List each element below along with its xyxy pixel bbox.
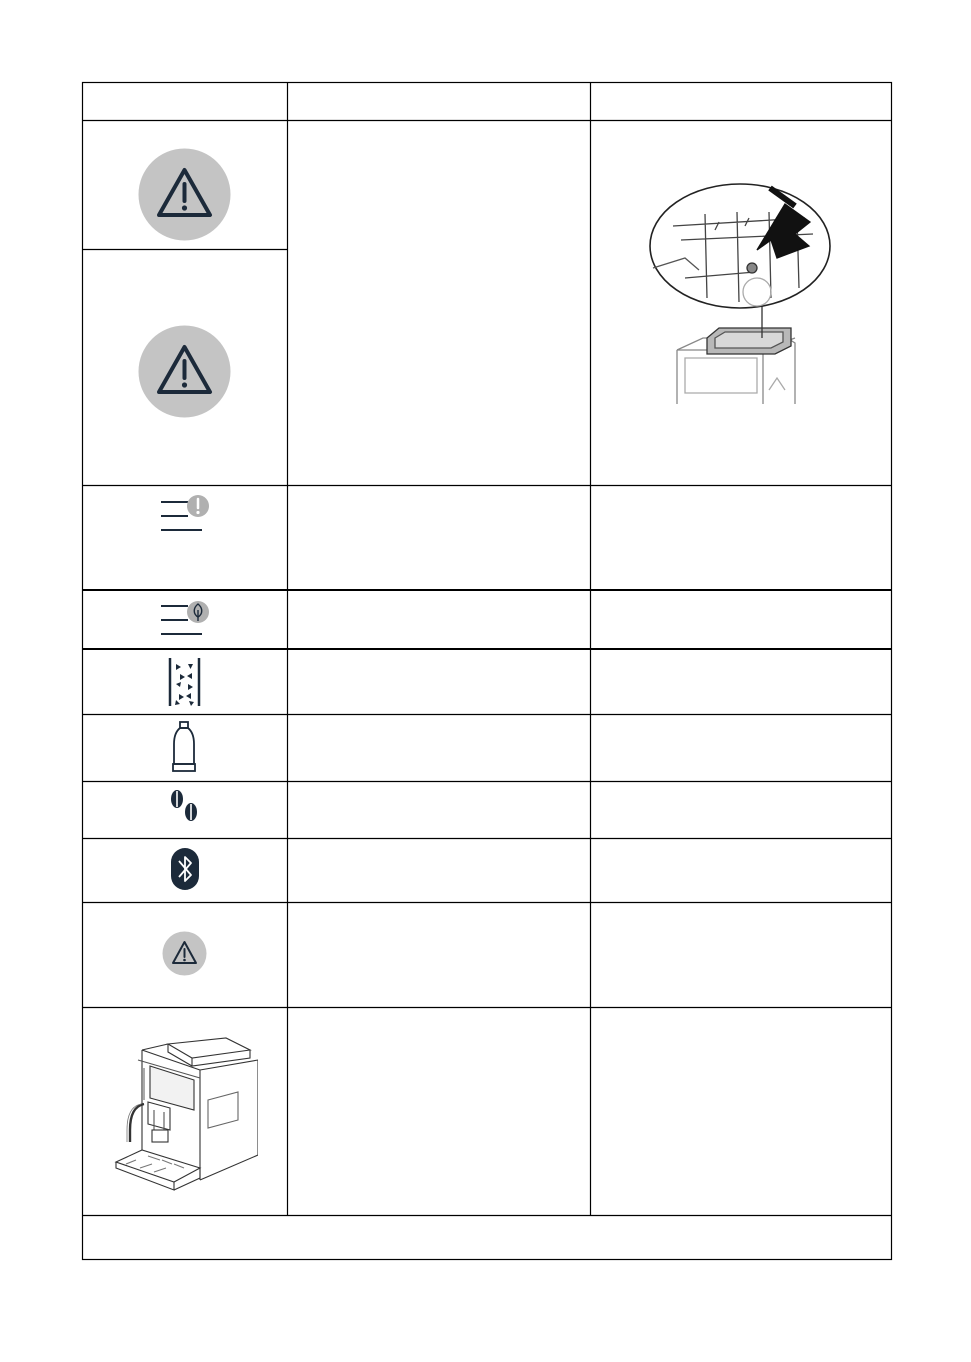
bluetooth-icon — [170, 847, 200, 891]
warning-icon — [138, 325, 231, 418]
lid-removal-illustration — [645, 178, 837, 406]
grease-tube-icon — [170, 720, 198, 774]
eco-mode-icon — [158, 596, 214, 638]
water-filter-icon — [166, 656, 204, 708]
descaling-alert-icon — [158, 492, 214, 534]
coffee-beans-icon — [166, 788, 202, 824]
coffee-machine-icon — [108, 1030, 258, 1200]
warning-icon — [138, 148, 231, 241]
warning-icon — [162, 931, 207, 976]
